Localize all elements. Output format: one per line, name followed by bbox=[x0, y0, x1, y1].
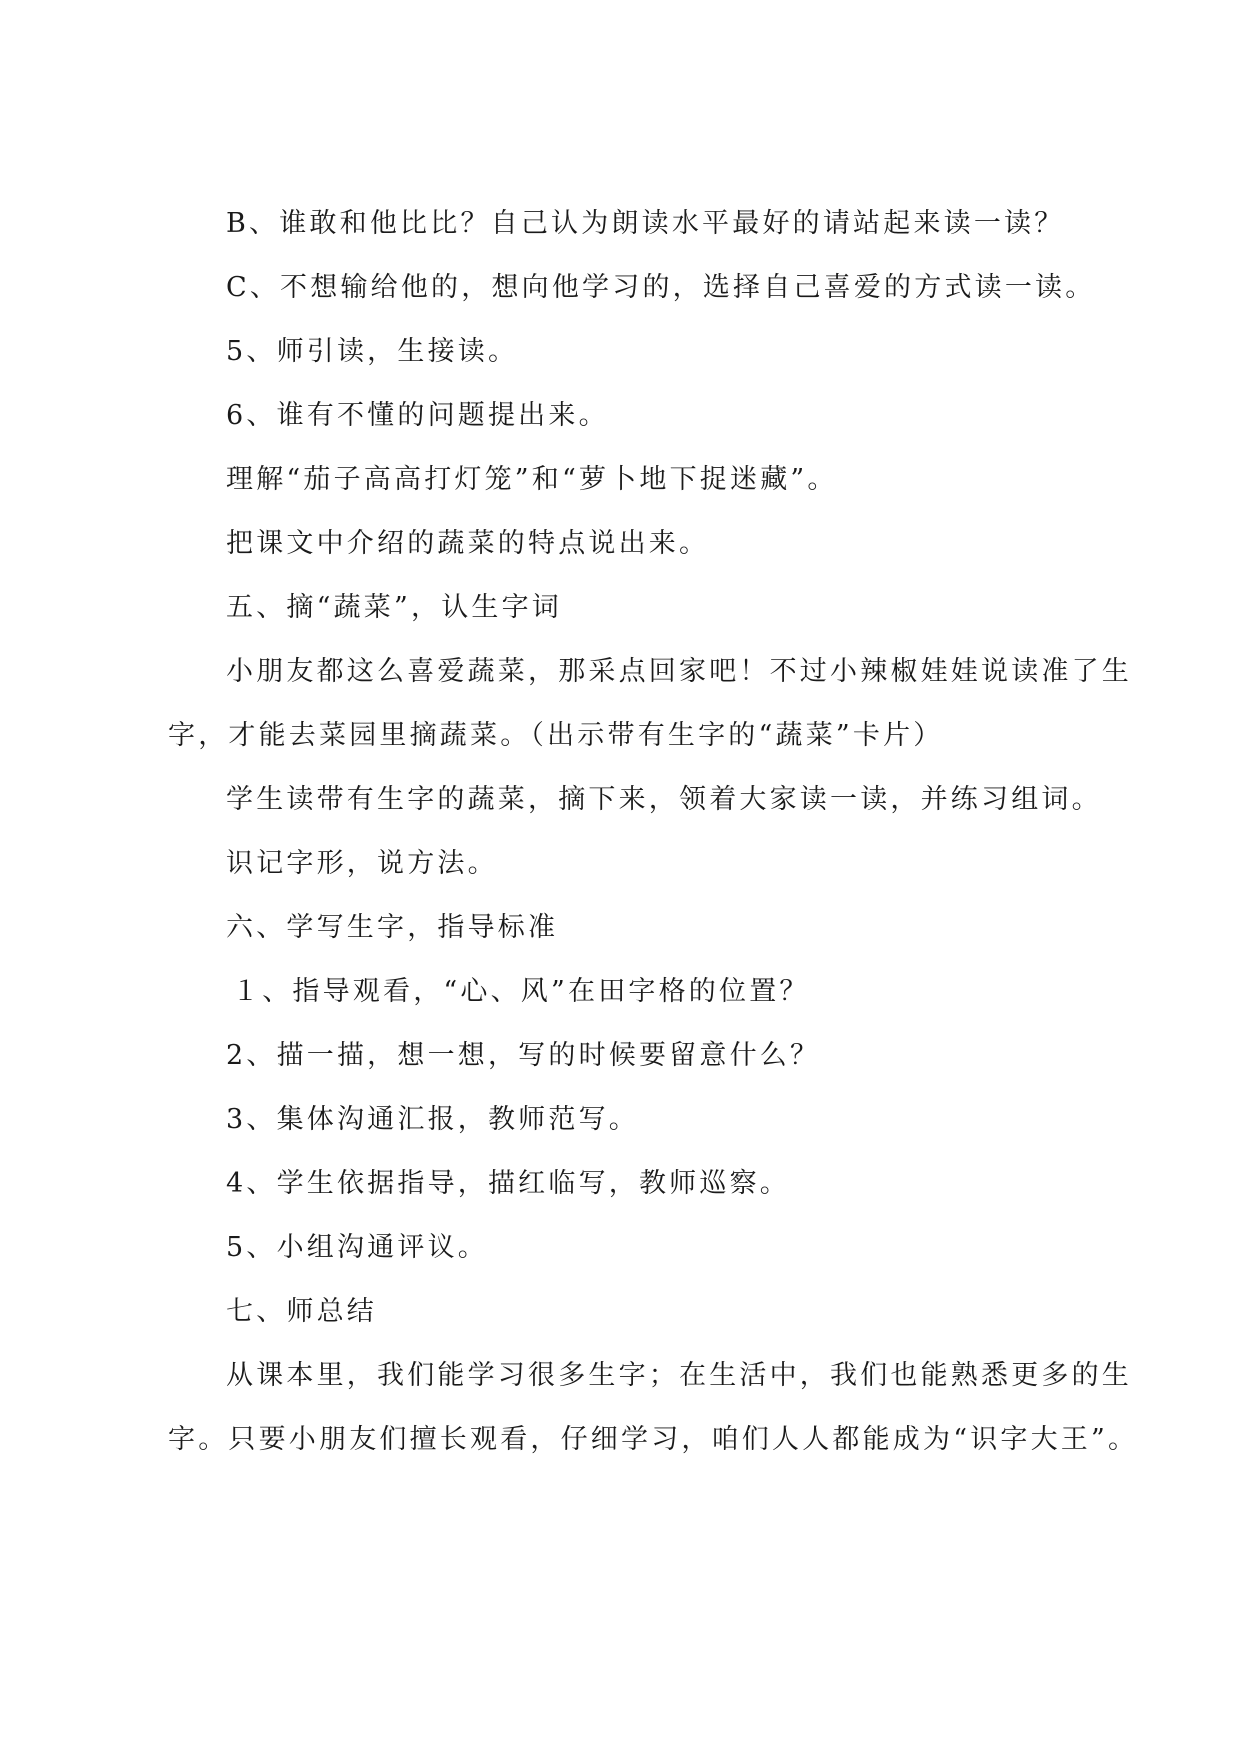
paragraph-line: 5、师引读，生接读。 bbox=[226, 336, 519, 367]
section-heading: 六、学写生字，指导标准 bbox=[226, 912, 559, 943]
paragraph-line: 学生读带有生字的蔬菜，摘下来，领着大家读一读，并练习组词。 bbox=[226, 784, 1102, 815]
paragraph-line: 从课本里，我们能学习很多生字；在生活中，我们也能熟悉更多的生 bbox=[226, 1360, 1132, 1391]
paragraph-line: 小朋友都这么喜爱蔬菜，那采点回家吧！不过小辣椒娃娃说读准了生 bbox=[226, 656, 1132, 687]
paragraph-line: 2、描一描，想一想，写的时候要留意什么？ bbox=[226, 1040, 821, 1071]
paragraph-line: B、谁敢和他比比？自己认为朗读水平最好的请站起来读一读？ bbox=[226, 208, 1065, 239]
section-heading: 五、摘“蔬菜”，认生字词 bbox=[226, 592, 563, 623]
paragraph-line: 6、谁有不懂的问题提出来。 bbox=[226, 400, 609, 431]
paragraph-line: 5、小组沟通评议。 bbox=[226, 1232, 488, 1263]
section-heading: 七、师总结 bbox=[226, 1296, 377, 1327]
paragraph-line: 4、学生依据指导，描红临写，教师巡察。 bbox=[226, 1168, 790, 1199]
paragraph-line: 字，才能去菜园里摘蔬菜。（出示带有生字的“蔬菜”卡片） bbox=[168, 720, 944, 751]
paragraph-line: 把课文中介绍的蔬菜的特点说出来。 bbox=[226, 528, 710, 559]
paragraph-line: 字。只要小朋友们擅长观看，仔细学习，咱们人人都能成为“识字大王”。 bbox=[168, 1424, 1139, 1455]
paragraph-line: 识记字形，说方法。 bbox=[226, 848, 498, 879]
paragraph-line: 3、集体沟通汇报，教师范写。 bbox=[226, 1104, 639, 1135]
paragraph-line: C、不想输给他的，想向他学习的，选择自己喜爱的方式读一读。 bbox=[226, 272, 1096, 303]
paragraph-line: 理解“茄子高高打灯笼”和“萝卜地下捉迷藏”。 bbox=[226, 464, 838, 495]
paragraph-line: １、指导观看，“心、风”在田字格的位置？ bbox=[232, 976, 810, 1007]
